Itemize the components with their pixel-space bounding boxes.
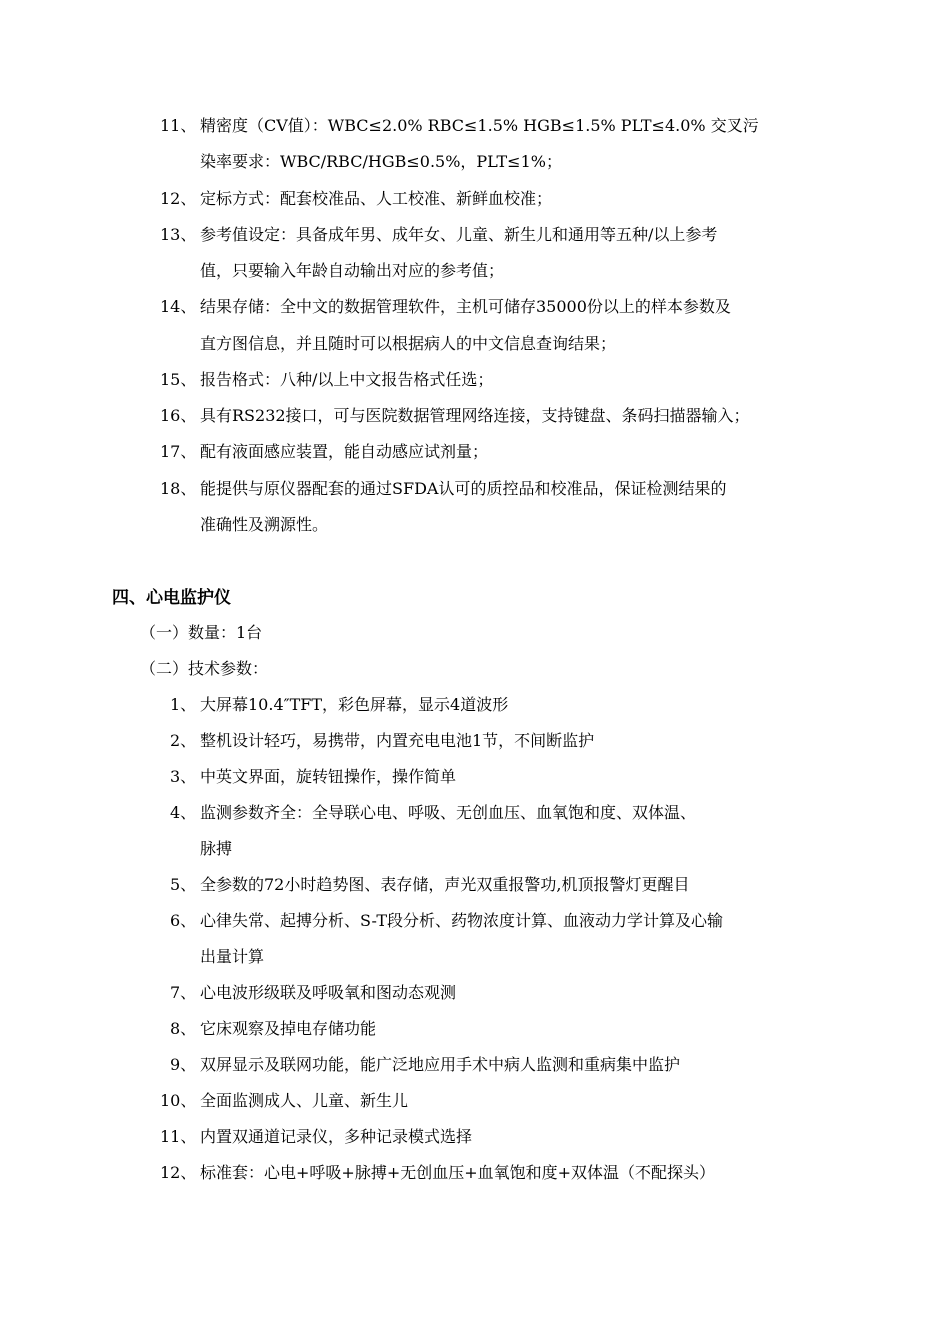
list-item-text: 大屏幕10.4″TFT，彩色屏幕，显示4道波形: [200, 695, 509, 714]
quantity-line: （一）数量：1台: [140, 623, 263, 642]
list-item-text: 具有RS232接口，可与医院数据管理网络连接，支持键盘、条码扫描器输入；: [200, 406, 750, 425]
list-item-text: 脉搏: [200, 839, 233, 858]
list-item-text: 全参数的72小时趋势图、表存储，声光双重报警功,机顶报警灯更醒目: [200, 875, 690, 894]
list-item-number: 8、: [170, 1019, 197, 1038]
list-item-text: 定标方式：配套校准品、人工校准、新鲜血校准；: [200, 189, 553, 208]
list-item-text: 参考值设定：具备成年男、成年女、儿童、新生儿和通用等五种/以上参考: [200, 225, 718, 244]
list-item-number: 15、: [160, 370, 197, 389]
list-item-number: 5、: [170, 875, 197, 894]
list-item-number: 6、: [170, 911, 197, 930]
list-item-text: 它床观察及掉电存储功能: [200, 1019, 377, 1038]
list-item-number: 9、: [170, 1055, 197, 1074]
list-item-number: 13、: [160, 225, 197, 244]
list-item-text: 值，只要输入年龄自动输出对应的参考值；: [200, 261, 505, 280]
list-item-text: 出量计算: [200, 947, 265, 966]
list-item-number: 4、: [170, 803, 197, 822]
list-item-number: 18、: [160, 479, 197, 498]
list-item-text: 结果存储：全中文的数据管理软件，主机可储存35000份以上的样本参数及: [200, 297, 731, 316]
list-item-text: 心电波形级联及呼吸氧和图动态观测: [200, 983, 457, 1002]
list-item-number: 11、: [160, 116, 197, 135]
list-item-text: 监测参数齐全：全导联心电、呼吸、无创血压、血氧饱和度、双体温、: [200, 803, 697, 822]
list-item-number: 16、: [160, 406, 197, 425]
list-item-text: 整机设计轻巧，易携带，内置充电电池1节，不间断监护: [200, 731, 595, 750]
list-item-number: 12、: [160, 189, 197, 208]
list-item-text: 心律失常、起搏分析、S-T段分析、药物浓度计算、血液动力学计算及心输: [200, 911, 724, 930]
list-item-text: 准确性及溯源性。: [200, 515, 329, 534]
list-item-text: 标准套：心电+呼吸+脉搏+无创血压+血氧饱和度+双体温（不配探头）: [200, 1163, 716, 1182]
list-item-number: 7、: [170, 983, 197, 1002]
list-item-text: 中英文界面，旋转钮操作，操作简单: [200, 767, 457, 786]
list-item-number: 12、: [160, 1163, 197, 1182]
params-label: （二）技术参数：: [140, 659, 269, 678]
list-item-number: 1、: [170, 695, 197, 714]
list-item-number: 10、: [160, 1091, 197, 1110]
list-item-number: 2、: [170, 731, 197, 750]
list-item-text: 精密度（CV值）：WBC≤2.0% RBC≤1.5% HGB≤1.5% PLT≤4.0% 交叉污: [200, 116, 759, 135]
list-item-text: 全面监测成人、儿童、新生儿: [200, 1091, 409, 1110]
list-item-text: 报告格式：八种/以上中文报告格式任选；: [200, 370, 494, 389]
list-item-text: 能提供与原仪器配套的通过SFDA认可的质控品和校准品，保证检测结果的: [200, 479, 727, 498]
list-item-text: 双屏显示及联网功能，能广泛地应用手术中病人监测和重病集中监护: [200, 1055, 681, 1074]
list-item-number: 17、: [160, 442, 197, 461]
list-item-text: 直方图信息，并且随时可以根据病人的中文信息查询结果；: [200, 334, 617, 353]
list-item-text: 配有液面感应装置，能自动感应试剂量；: [200, 442, 489, 461]
list-item-text: 染率要求：WBC/RBC/HGB≤0.5%，PLT≤1%；: [200, 152, 562, 171]
list-item-number: 14、: [160, 297, 197, 316]
list-item-number: 3、: [170, 767, 197, 786]
list-item-number: 11、: [160, 1127, 197, 1146]
section-title: 四、心电监护仪: [112, 588, 231, 608]
list-item-text: 内置双通道记录仪，多种记录模式选择: [200, 1127, 473, 1146]
